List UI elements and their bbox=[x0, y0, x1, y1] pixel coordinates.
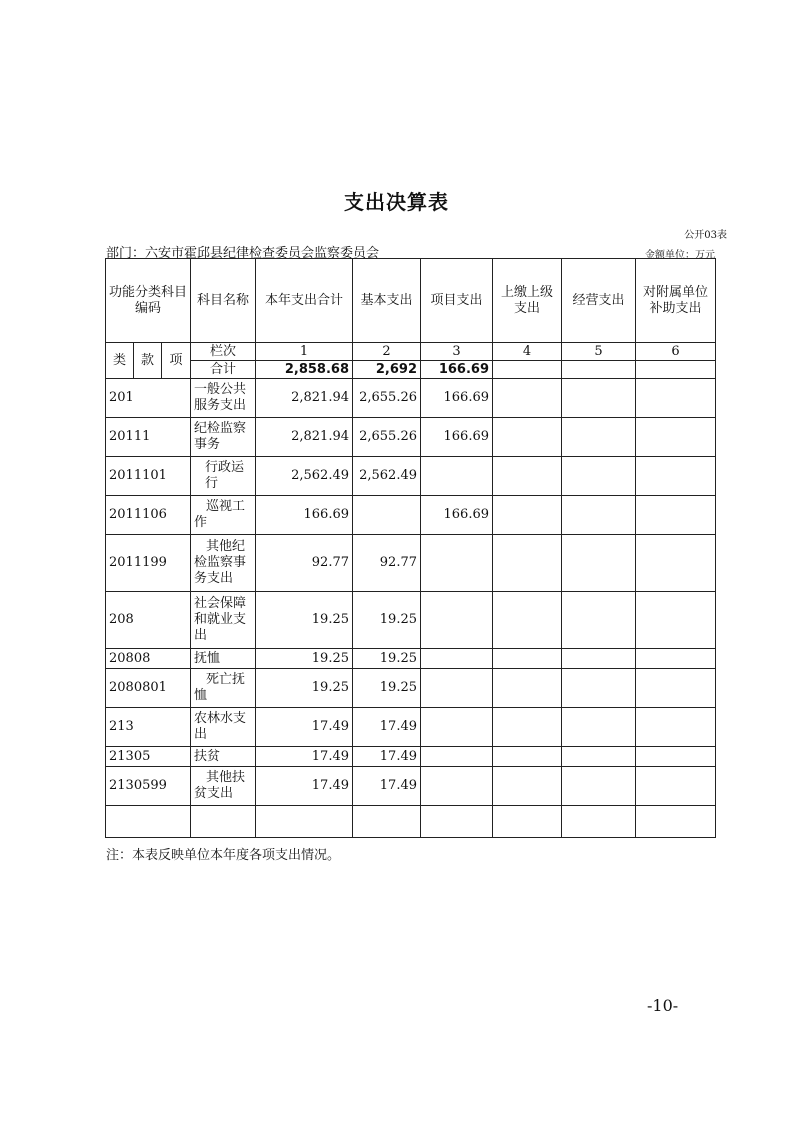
row-project bbox=[421, 708, 493, 747]
amount-unit-label: 金额单位：万元 bbox=[645, 250, 715, 261]
form-number: 公开03表 bbox=[684, 230, 727, 241]
row-project bbox=[421, 649, 493, 669]
row-total: 17.49 bbox=[256, 747, 353, 767]
table-row bbox=[106, 747, 716, 767]
row-code: 20111 bbox=[106, 418, 191, 457]
column-index-4: 4 bbox=[493, 343, 562, 361]
row-total: 17.49 bbox=[256, 767, 353, 806]
row-basic bbox=[353, 496, 421, 535]
row-project bbox=[421, 669, 493, 708]
row-code: 20808 bbox=[106, 649, 191, 669]
row-code: 21305 bbox=[106, 747, 191, 767]
row-code: 208 bbox=[106, 592, 191, 649]
row-basic: 92.77 bbox=[353, 535, 421, 592]
header-subject-name: 科目名称 bbox=[191, 259, 256, 343]
row-total: 2,562.49 bbox=[256, 457, 353, 496]
header-upper: 上缴上级支出 bbox=[493, 259, 562, 343]
header-subsidiary: 对附属单位补助支出 bbox=[636, 259, 716, 343]
row-name: 农林水支出 bbox=[191, 708, 256, 747]
row-basic: 19.25 bbox=[353, 669, 421, 708]
column-index-5: 5 bbox=[562, 343, 636, 361]
row-basic: 17.49 bbox=[353, 747, 421, 767]
table-row bbox=[106, 708, 716, 747]
column-index-2: 2 bbox=[353, 343, 421, 361]
row-project bbox=[421, 747, 493, 767]
row-total: 2,821.94 bbox=[256, 379, 353, 418]
header-func-code: 功能分类科目编码 bbox=[106, 259, 191, 343]
column-index-row bbox=[106, 343, 716, 361]
row-name: 行政运行 bbox=[191, 457, 256, 496]
row-code: 213 bbox=[106, 708, 191, 747]
header-project: 项目支出 bbox=[421, 259, 493, 343]
row-total: 92.77 bbox=[256, 535, 353, 592]
row-name: 社会保障和就业支出 bbox=[191, 592, 256, 649]
table-row bbox=[106, 379, 716, 418]
header-basic: 基本支出 bbox=[353, 259, 421, 343]
page-number: -10- bbox=[647, 996, 679, 1015]
header-business: 经营支出 bbox=[562, 259, 636, 343]
row-name: 巡视工作 bbox=[191, 496, 256, 535]
row-basic: 2,655.26 bbox=[353, 379, 421, 418]
row-basic: 2,655.26 bbox=[353, 418, 421, 457]
total-basic: 2,692 bbox=[353, 361, 421, 379]
header-xiang: 项 bbox=[162, 343, 191, 379]
table-row bbox=[106, 649, 716, 669]
row-project bbox=[421, 457, 493, 496]
row-code: 2011199 bbox=[106, 535, 191, 592]
table-note: 注：本表反映单位本年度各项支出情况。 bbox=[106, 848, 341, 863]
header-total: 本年支出合计 bbox=[256, 259, 353, 343]
expenditure-table bbox=[105, 258, 716, 838]
header-lanci: 栏次 bbox=[191, 343, 256, 361]
table-header-row bbox=[106, 259, 716, 343]
total-amount: 2,858.68 bbox=[256, 361, 353, 379]
department-label: 部门：六安市霍邱县纪律检查委员会监察委员会 bbox=[106, 246, 380, 261]
row-name: 抚恤 bbox=[191, 649, 256, 669]
row-project: 166.69 bbox=[421, 418, 493, 457]
total-project: 166.69 bbox=[421, 361, 493, 379]
row-basic: 19.25 bbox=[353, 649, 421, 669]
total-row bbox=[106, 361, 716, 379]
table-row bbox=[106, 767, 716, 806]
row-basic: 19.25 bbox=[353, 592, 421, 649]
row-project bbox=[421, 535, 493, 592]
row-name: 死亡抚恤 bbox=[191, 669, 256, 708]
row-project bbox=[421, 592, 493, 649]
table-row bbox=[106, 457, 716, 496]
header-lei: 类 bbox=[106, 343, 134, 379]
row-total: 19.25 bbox=[256, 649, 353, 669]
row-name: 一般公共服务支出 bbox=[191, 379, 256, 418]
row-total: 166.69 bbox=[256, 496, 353, 535]
column-index-1: 1 bbox=[256, 343, 353, 361]
row-code: 201 bbox=[106, 379, 191, 418]
column-index-6: 6 bbox=[636, 343, 716, 361]
row-basic: 2,562.49 bbox=[353, 457, 421, 496]
row-code: 2011101 bbox=[106, 457, 191, 496]
page-title: 支出决算表 bbox=[344, 190, 449, 214]
table-row bbox=[106, 669, 716, 708]
table-row bbox=[106, 535, 716, 592]
table-row bbox=[106, 496, 716, 535]
row-total: 19.25 bbox=[256, 592, 353, 649]
row-project: 166.69 bbox=[421, 496, 493, 535]
header-kuan: 款 bbox=[134, 343, 162, 379]
row-code: 2080801 bbox=[106, 669, 191, 708]
row-total: 19.25 bbox=[256, 669, 353, 708]
table-row bbox=[106, 592, 716, 649]
table-row bbox=[106, 418, 716, 457]
total-label: 合计 bbox=[191, 361, 256, 379]
row-name: 其他扶贫支出 bbox=[191, 767, 256, 806]
row-name: 其他纪检监察事务支出 bbox=[191, 535, 256, 592]
row-project: 166.69 bbox=[421, 379, 493, 418]
empty-row bbox=[106, 806, 716, 838]
column-index-3: 3 bbox=[421, 343, 493, 361]
row-basic: 17.49 bbox=[353, 708, 421, 747]
row-code: 2130599 bbox=[106, 767, 191, 806]
row-code: 2011106 bbox=[106, 496, 191, 535]
row-project bbox=[421, 767, 493, 806]
row-basic: 17.49 bbox=[353, 767, 421, 806]
row-name: 纪检监察事务 bbox=[191, 418, 256, 457]
row-name: 扶贫 bbox=[191, 747, 256, 767]
row-total: 2,821.94 bbox=[256, 418, 353, 457]
row-total: 17.49 bbox=[256, 708, 353, 747]
